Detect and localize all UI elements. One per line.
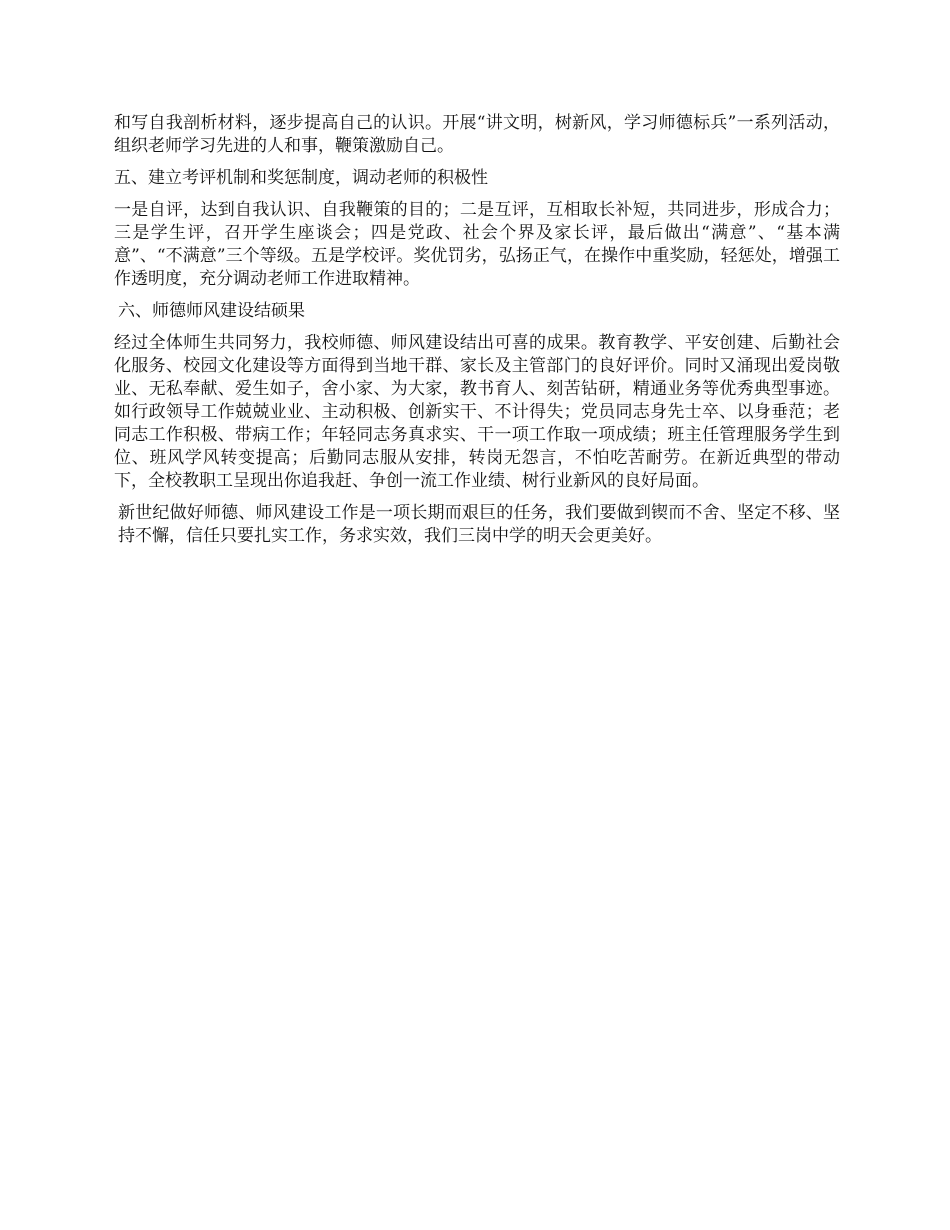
paragraph-evaluation: 一是自评，达到自我认识、自我鞭策的目的；二是互评，互相取长补短，共同进步，形成合力；三是学生评，召开学生座谈会；四是党政、社会个界及家长评，最后做出“满意”、“基本满意”、“不满意”三个等级。五是学校评。奖优罚劣，弘扬正气，在操作中重奖励，轻惩处，增强工作透明度，充分调动老师工作进取精神。 bbox=[114, 200, 840, 289]
paragraph-activities: 和写自我剖析材料，逐步提高自己的认识。开展“讲文明，树新风，学习师德标兵”一系列活动，组织老师学习先进的人和事，鞭策激励自己。 bbox=[114, 113, 840, 156]
paragraph-conclusion: 新世纪做好师德、师风建设工作是一项长期而艰巨的任务，我们要做到锲而不舍、坚定不移、坚持不懈，信任只要扎实工作，务求实效，我们三岗中学的明天会更美好。 bbox=[118, 503, 840, 546]
paragraph-results: 经过全体师生共同努力，我校师德、师风建设结出可喜的成果。教育教学、平安创建、后勤社会化服务、校园文化建设等方面得到当地干群、家长及主管部门的良好评价。同时又涌现出爱岗敬业、无私奉献、爱生如子，舍小家、为大家，教书育人、刻苦钻研，精通业务等优秀典型事迹。如行政领导工作兢兢业业、主动积极、创新实干、不计得失；党员同志身先士卒、以身垂范；老同志工作积极、带病工作；年轻同志务真求实、干一项工作取一项成绩；班主任管理服务学生到位、班风学风转变提高；后勤同志服从安排，转岗无怨言，不怕吃苦耐劳。在新近典型的带动下，全校教职工呈现出你追我赶、争创一流工作业绩、树行业新风的良好局面。 bbox=[114, 333, 840, 491]
document-page bbox=[114, 112, 840, 548]
section-heading-six: 六、师德师风建设结硕果 bbox=[118, 301, 305, 321]
section-heading-five: 五、建立考评机制和奖惩制度，调动老师的积极性 bbox=[114, 168, 488, 188]
